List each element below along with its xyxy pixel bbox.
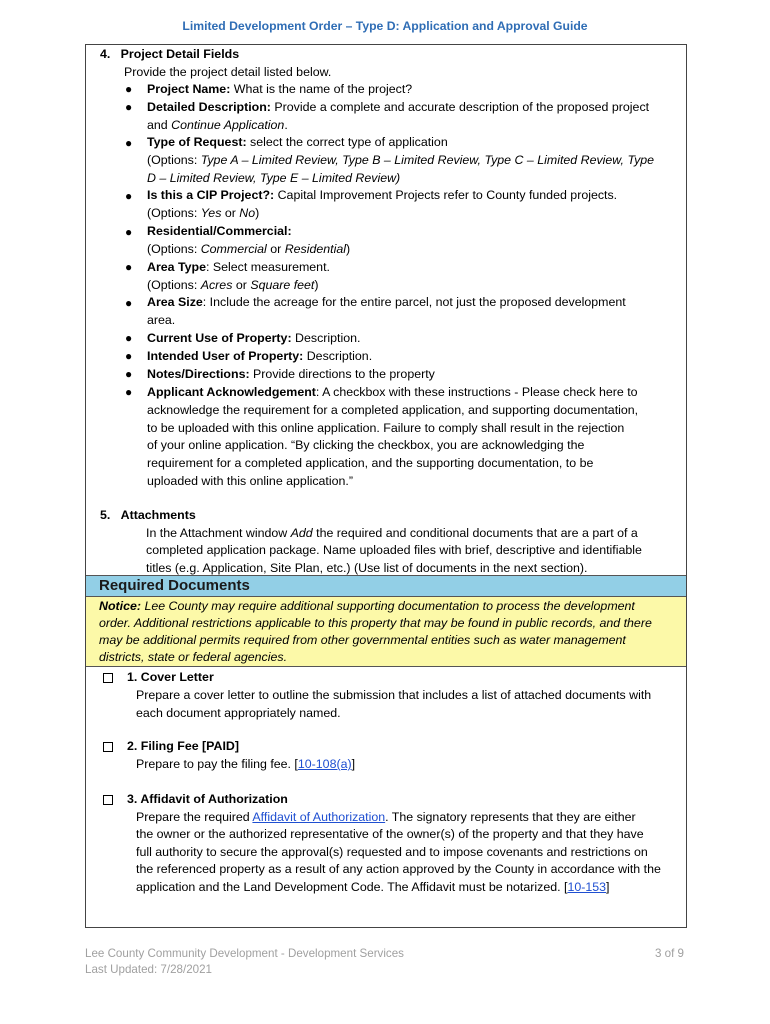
doc-affidavit-text: Prepare the required Affidavit of Authorization. The signatory represents that they are either — [136, 810, 636, 824]
page-header-title: Limited Development Order – Type D: Application and Approval Guide — [182, 19, 588, 33]
bullet-icon: ● — [125, 367, 133, 381]
doc-affidavit-text: the referenced property as a result of any action approved by the County in accordance with the — [136, 862, 661, 876]
doc-affidavit-title: 3. Affidavit of Authorization — [127, 792, 288, 806]
doc-filing-fee-text: Prepare to pay the filing fee. [10-108(a)] — [136, 757, 356, 771]
field-intended-user: Intended User of Property: Description. — [147, 349, 373, 363]
bullet-icon: ● — [125, 260, 133, 274]
doc-affidavit-text: the owner or the authorized representative of the owner(s) of the property and that they have — [136, 827, 644, 841]
acknowledgement-text-line: requirement for a completed application, and the supporting documentation, to be — [147, 456, 594, 470]
bullet-icon: ● — [125, 100, 133, 114]
field-type-of-request-options-cont: D – Limited Review, Type E – Limited Review) — [147, 171, 401, 185]
footer-org: Lee County Community Development - Development Services — [85, 947, 404, 960]
field-residential-commercial-options: (Options: Commercial or Residential) — [147, 242, 351, 256]
notice-line: order. Additional restrictions applicable to this property that may be found in public records, and there — [99, 616, 652, 630]
cover-letter-checkbox[interactable] — [103, 673, 113, 683]
section-4-title: 4. Project Detail Fields — [100, 47, 240, 61]
bullet-icon: ● — [125, 385, 133, 399]
required-documents-header — [86, 575, 686, 597]
acknowledgement-text-line: to be uploaded with this online application. Failure to comply shall result in the rejection — [147, 421, 625, 435]
acknowledgement-text-line: of your online application. “By clicking the checkbox, you are acknowledging the — [147, 438, 585, 452]
footer-updated: Last Updated: 7/28/2021 — [85, 963, 212, 976]
field-area-size-cont: area. — [147, 313, 176, 327]
bullet-icon: ● — [125, 82, 133, 96]
doc-cover-letter-text: Prepare a cover letter to outline the submission that includes a list of attached documents with — [136, 688, 652, 702]
section-5-title: 5. Attachments — [100, 508, 196, 522]
notice-box — [86, 597, 686, 667]
field-current-use: Current Use of Property: Description. — [147, 331, 361, 345]
affidavit-code-link[interactable]: 10-153 — [567, 880, 607, 894]
field-type-of-request-options: (Options: Type A – Limited Review, Type B – Limited Review, Type C – Limited Review, Type — [147, 153, 655, 167]
required-documents-title: Required Documents — [99, 577, 250, 594]
doc-cover-letter-title: 1. Cover Letter — [127, 670, 214, 684]
bullet-icon: ● — [125, 349, 133, 363]
doc-filing-fee-title: 2. Filing Fee [PAID] — [127, 739, 239, 753]
attachments-text-line: titles (e.g. Application, Site Plan, etc.) (Use list of documents in the next section). — [146, 561, 588, 575]
notice-line: may be additional permits required from other governmental entities such as water management — [99, 633, 626, 647]
bullet-icon: ● — [125, 225, 133, 239]
bullet-icon: ● — [125, 296, 133, 310]
field-project-name: Project Name: What is the name of the project? — [147, 82, 413, 96]
field-area-type: Area Type: Select measurement. — [147, 260, 330, 274]
bullet-icon: ● — [125, 189, 133, 203]
field-detailed-description: Detailed Description: Provide a complete and accurate description of the proposed project — [147, 100, 650, 114]
affidavit-checkbox[interactable] — [103, 795, 113, 805]
notice-line: Notice: Lee County may require additional supporting documentation to process the development — [99, 599, 635, 613]
field-type-of-request: Type of Request: select the correct type of application — [147, 135, 448, 149]
bullet-icon: ● — [125, 331, 133, 345]
attachments-text-line: completed application package. Name uploaded files with brief, descriptive and identifiable — [146, 543, 642, 557]
field-residential-commercial: Residential/Commercial: — [147, 224, 292, 238]
doc-affidavit-text: application and the Land Development Code. The Affidavit must be notarized. [10-153] — [136, 880, 610, 894]
field-applicant-acknowledgement: Applicant Acknowledgement: A checkbox with these instructions - Please check here to — [147, 385, 638, 399]
footer-page-number: 3 of 9 — [655, 947, 685, 960]
acknowledgement-text-line: uploaded with this online application.” — [147, 474, 353, 488]
field-area-type-options: (Options: Acres or Square feet) — [147, 278, 319, 292]
field-notes-directions: Notes/Directions: Provide directions to the property — [147, 367, 435, 381]
field-cip-project: Is this a CIP Project?: Capital Improvement Projects refer to County funded projects. — [147, 188, 618, 202]
affidavit-link[interactable]: Affidavit of Authorization — [252, 810, 386, 824]
field-cip-project-options: (Options: Yes or No) — [147, 206, 260, 220]
section-4-intro: Provide the project detail listed below. — [124, 65, 332, 79]
field-area-size: Area Size: Include the acreage for the entire parcel, not just the proposed development — [147, 295, 626, 309]
attachments-text-line: In the Attachment window Add the required and conditional documents that are a part of a — [146, 526, 638, 540]
notice-line: districts, state or federal agencies. — [99, 650, 288, 664]
filing-fee-code-link[interactable]: 10-108(a) — [297, 757, 352, 771]
field-detailed-description-cont: and Continue Application. — [147, 118, 288, 132]
doc-cover-letter-text: each document appropriately named. — [136, 706, 341, 720]
acknowledgement-text-line: acknowledge the requirement for a completed application, and supporting documentation, — [147, 403, 639, 417]
doc-affidavit-text: full authority to secure the approval(s) requested and to impose covenants and restrictions on — [136, 845, 648, 859]
filing-fee-checkbox[interactable] — [103, 742, 113, 752]
bullet-icon: ● — [125, 136, 133, 150]
